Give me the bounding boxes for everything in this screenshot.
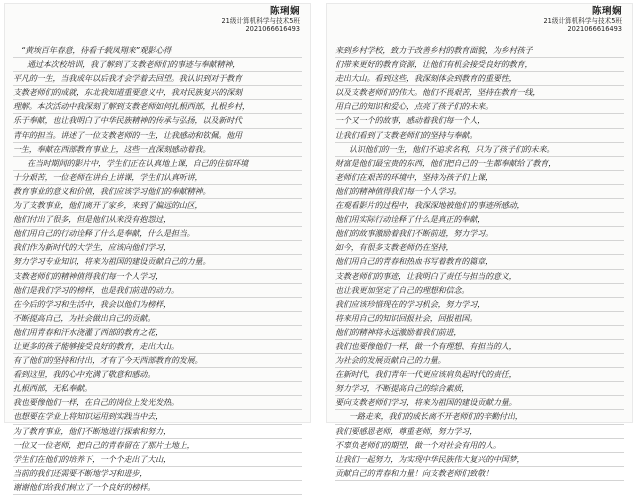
text-line: 他们的精神将永远激励着我们前进， (335, 326, 624, 340)
text-line: 也让我更加坚定了自己的理想和信念。 (335, 284, 624, 298)
text-line: 不断提高自己，为社会做出自己的贡献。 (13, 312, 302, 326)
text-line: 努力学习专业知识，将来为祖国的建设贡献自己的力量。 (13, 255, 302, 269)
author-name: 陈琍娴 (269, 6, 300, 17)
text-line: 一个又一个的故事，感动着我们每一个人， (335, 114, 624, 128)
left-page-header (221, 7, 300, 33)
text-line: 如今，有很多支教老师仍在坚持， (335, 241, 624, 255)
text-line: 有了他们的坚持和付出，才有了今天西部教育的发展。 (13, 354, 302, 368)
text-line: 他们用自己的行动诠释了什么是奉献，什么是担当。 (13, 227, 302, 241)
text-line: 在今后的学习和生活中，我会以他们为榜样， (13, 298, 302, 312)
text-line: 一位又一位老师，把自己的青春留在了那片土地上， (13, 439, 302, 453)
text-line: 将来用自己的知识回报社会，回报祖国。 (335, 312, 624, 326)
text-line: 老师们在艰苦的环境中，坚持为孩子们上课， (335, 171, 624, 185)
text-line: 财富是他们最宝贵的东西，他们把自己的一生都奉献给了教育， (335, 157, 624, 171)
text-line: 我们作为新时代的大学生，应该向他们学习， (13, 241, 302, 255)
right-page (327, 4, 632, 478)
text-line: 他们是我们学习的榜样，也是我们前进的动力。 (13, 284, 302, 298)
class-label: 21级计算机科学与技术5班 (543, 16, 622, 25)
text-line: 教育事业的意义和价值，我们应该学习他们的奉献精神。 (13, 185, 302, 199)
text-line: 他们用青春和汗水浇灌了西部的教育之花， (13, 326, 302, 340)
text-line: 理解。本次活动中我深刻了解到支教老师如何扎根西部，扎根乡村， (13, 100, 302, 114)
text-line: 也想要在学业上将知识运用到实践当中去， (13, 410, 302, 424)
text-line: 他们的精神值得我们每一个人学习。 (335, 185, 624, 199)
text-line: 贡献自己的青春和力量！向支教老师们致敬！ (335, 467, 624, 481)
text-line: 谢谢他们给我们树立了一个良好的榜样。 (13, 481, 302, 495)
text-line: 让我们看到了支教老师们的坚持与奉献。 (335, 129, 624, 143)
text-line: 在当时期间的影片中，学生们正在认真地上课，自己的住宿环境 (13, 157, 302, 171)
text-line: 在新时代，我们青年一代更应该肩负起时代的责任， (335, 368, 624, 382)
text-line: 十分艰苦，一位老师在讲台上讲课，学生们认真听讲， (13, 171, 302, 185)
right-page-header (543, 7, 622, 33)
text-line: 当前的我们还需要不断地学习和进步， (13, 467, 302, 481)
text-line: 走出大山。看到这些，我深刻体会到教育的重要性， (335, 72, 624, 86)
text-line: 我们要感恩老师，尊重老师，努力学习， (335, 425, 624, 439)
text-line: 我也要像他们一样，在自己的岗位上发光发热。 (13, 396, 302, 410)
text-line: 认识他们的一生，他们不追求名利，只为了孩子们的未来。 (335, 143, 624, 157)
student-id: 2021066616493 (245, 24, 300, 33)
text-line: 我们也要像他们一样，做一个有理想、有担当的人， (335, 340, 624, 354)
left-page-text (13, 44, 302, 495)
text-line: 为社会的发展贡献自己的力量。 (335, 354, 624, 368)
text-line: 支教老师们的精神值得我们每一个人学习， (13, 270, 302, 284)
text-line: 看到这里，我的心中充满了敬意和感动。 (13, 368, 302, 382)
text-line: 青年的担当。讲述了一位支教老师的一生，让我感动和钦佩。他用 (13, 129, 302, 143)
text-line: 不辜负老师们的期望，做一个对社会有用的人。 (335, 439, 624, 453)
author-name: 陈琍娴 (591, 6, 622, 17)
text-line: 们带来更好的教育资源，让他们有机会接受良好的教育， (335, 58, 624, 72)
text-line: 他们的故事激励着我们不断前进，努力学习。 (335, 227, 624, 241)
text-line: 他们用自己的青春和热血书写着教育的篇章， (335, 255, 624, 269)
text-line: 扎根西部，无私奉献。 (13, 382, 302, 396)
text-line: 以及支教老师们的伟大。他们不畏艰苦，坚持在教育一线， (335, 86, 624, 100)
text-line: 一路走来，我们的成长离不开老师们的辛勤付出， (335, 410, 624, 424)
text-line: 一生，奉献在西部教育事业上，这些一直深刻感动着我。 (13, 143, 302, 157)
text-line: 来到乡村学校，致力于改善乡村的教育面貌，为乡村孩子 (335, 44, 624, 58)
text-line: 支教老师们的成就，东北我知道重要意义中，我对民族复兴的深刻 (13, 86, 302, 100)
text-line: 他们付出了很多，但是他们从来没有抱怨过， (13, 213, 302, 227)
text-line: 平凡的一生，当我成年以后我才会学着去回望。我认识到对于教育 (13, 72, 302, 86)
class-label: 21级计算机科学与技术5班 (221, 16, 300, 25)
text-line: 他们用实际行动诠释了什么是真正的奉献， (335, 213, 624, 227)
text-line: “黄埃百年春意，待看千载凤翔来”观影心得 (13, 44, 302, 58)
text-line: 在观看影片的过程中，我深深地被他们的事迹所感动， (335, 199, 624, 213)
student-id: 2021066616493 (567, 24, 622, 33)
text-line: 要向支教老师们学习，将来为祖国的建设贡献力量。 (335, 396, 624, 410)
text-line: 让更多的孩子能够接受良好的教育，走出大山。 (13, 340, 302, 354)
text-line: 用自己的知识和爱心，点亮了孩子们的未来。 (335, 100, 624, 114)
text-line: 为了教育事业，他们不断地进行探索和努力， (13, 425, 302, 439)
text-line: 支教老师们的事迹，让我明白了责任与担当的意义， (335, 270, 624, 284)
text-line: 我们应该珍惜现在的学习机会，努力学习， (335, 298, 624, 312)
left-page (5, 4, 310, 492)
text-line: 让我们一起努力，为实现中华民族伟大复兴的中国梦， (335, 453, 624, 467)
text-line: 学生们在他们的培养下，一个个走出了大山， (13, 453, 302, 467)
text-line: 通过本次校培训，我了解到了支教老师们的事迹与奉献精神， (13, 58, 302, 72)
text-line: 努力学习，不断提高自己的综合素质， (335, 382, 624, 396)
text-line: 为了支教事业，他们离开了家乡，来到了偏远的山区， (13, 199, 302, 213)
right-page-text (335, 44, 624, 481)
text-line: 乐于奉献，也让我明白了中华民族精神的传承与弘扬，以及新时代 (13, 114, 302, 128)
